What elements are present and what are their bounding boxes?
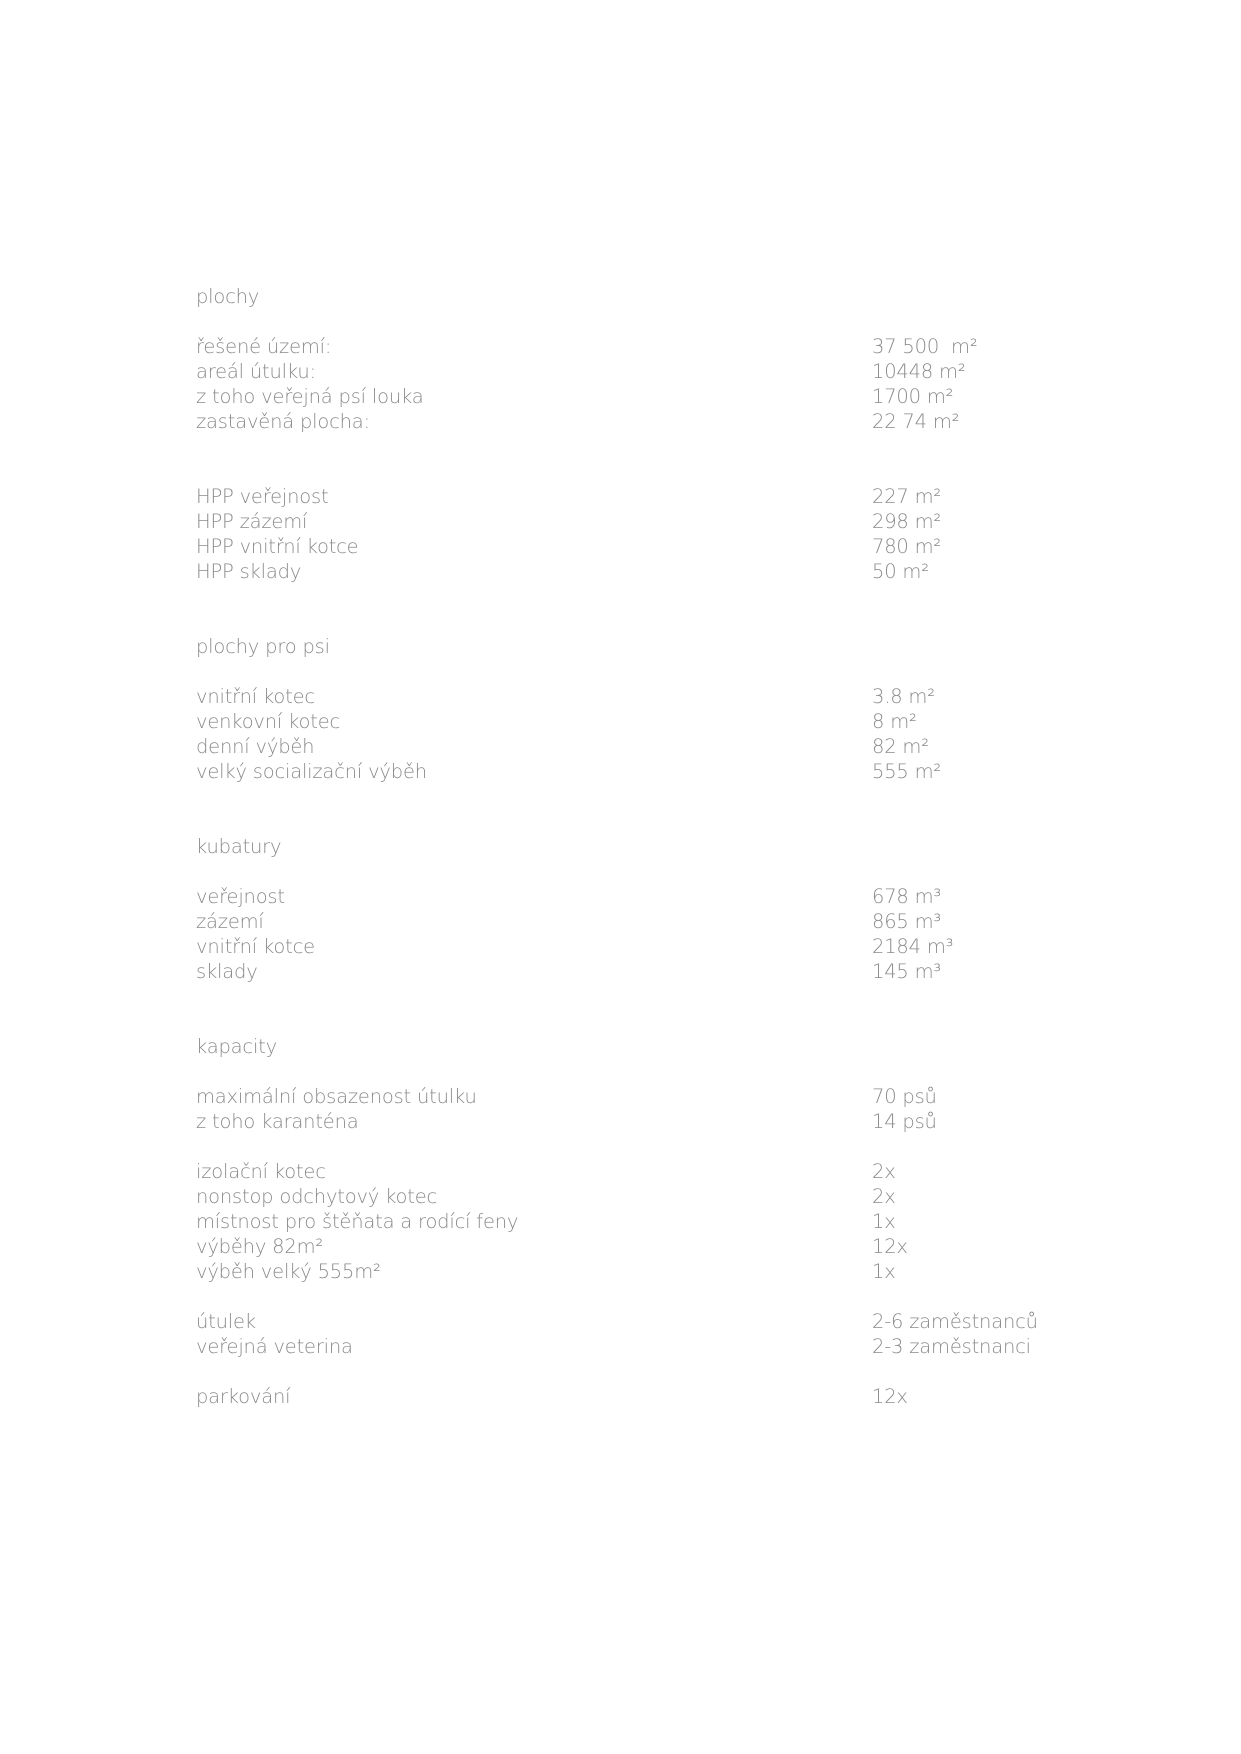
table-row <box>196 709 1076 734</box>
table-row <box>196 959 1076 984</box>
row-label: vnitřní kotec <box>196 685 315 708</box>
row-label: nonstop odchytový kotec <box>196 1185 438 1208</box>
row-label: venkovní kotec <box>196 710 341 733</box>
table-row <box>196 1159 1076 1184</box>
table-row <box>196 359 1076 384</box>
row-value: 70 psů <box>872 1085 937 1108</box>
row-value: 14 psů <box>872 1110 937 1133</box>
row-label: areál útulku: <box>196 360 316 383</box>
row-value: 555 m² <box>872 760 942 783</box>
row-label: HPP zázemí <box>196 510 308 533</box>
row-label: HPP veřejnost <box>196 485 329 508</box>
row-value: 50 m² <box>872 560 929 583</box>
section-title-plochy: plochy <box>196 285 260 308</box>
table-row <box>196 1259 1076 1284</box>
table-row <box>196 384 1076 409</box>
row-label: vnitřní kotce <box>196 935 315 958</box>
table-row <box>196 334 1076 359</box>
document-page <box>196 284 1076 1409</box>
table-row <box>196 534 1076 559</box>
row-label: zázemí <box>196 910 264 933</box>
row-value: 2-6 zaměstnanců <box>872 1310 1038 1333</box>
row-value: 2x <box>872 1160 896 1183</box>
row-label: výběh velký 555m² <box>196 1260 381 1283</box>
row-value: 2-3 zaměstnanci <box>872 1335 1031 1358</box>
table-row <box>196 909 1076 934</box>
row-value: 2184 m³ <box>872 935 954 958</box>
table-row <box>196 559 1076 584</box>
row-value: 2x <box>872 1185 896 1208</box>
row-label: veřejná veterina <box>196 1335 353 1358</box>
row-label: řešené území: <box>196 335 332 358</box>
row-value: 145 m³ <box>872 960 942 983</box>
row-value: 227 m² <box>872 485 942 508</box>
table-row <box>196 1334 1076 1359</box>
table-row <box>196 484 1076 509</box>
table-row <box>196 1384 1076 1409</box>
row-label: z toho karanténa <box>196 1110 359 1133</box>
row-value: 1700 m² <box>872 385 954 408</box>
table-row <box>196 1209 1076 1234</box>
row-label: místnost pro štěňata a rodící feny <box>196 1210 519 1233</box>
row-value: 3.8 m² <box>872 685 935 708</box>
section-title-kubatury: kubatury <box>196 835 282 858</box>
table-row <box>196 1109 1076 1134</box>
row-value: 678 m³ <box>872 885 942 908</box>
row-label: maximální obsazenost útulku <box>196 1085 477 1108</box>
row-label: HPP sklady <box>196 560 302 583</box>
row-label: izolační kotec <box>196 1160 326 1183</box>
table-row <box>196 884 1076 909</box>
table-row <box>196 734 1076 759</box>
row-value: 12x <box>872 1385 908 1408</box>
row-value: 865 m³ <box>872 910 942 933</box>
row-label: sklady <box>196 960 258 983</box>
row-value: 298 m² <box>872 510 942 533</box>
row-value: 12x <box>872 1235 908 1258</box>
row-label: útulek <box>196 1310 256 1333</box>
row-label: výběhy 82m² <box>196 1235 323 1258</box>
row-label: denní výběh <box>196 735 315 758</box>
table-row <box>196 1309 1076 1334</box>
row-label: parkování <box>196 1385 291 1408</box>
table-row <box>196 1084 1076 1109</box>
table-row <box>196 934 1076 959</box>
table-row <box>196 509 1076 534</box>
table-row <box>196 684 1076 709</box>
section-title-kapacity: kapacity <box>196 1035 277 1058</box>
table-row <box>196 409 1076 434</box>
row-value: 8 m² <box>872 710 917 733</box>
row-value: 37 500 m² <box>872 335 978 358</box>
row-value: 1x <box>872 1260 896 1283</box>
row-value: 22 74 m² <box>872 410 960 433</box>
section-title-plochy-pro-psi: plochy pro psi <box>196 635 330 658</box>
row-label: veřejnost <box>196 885 285 908</box>
row-value: 780 m² <box>872 535 942 558</box>
table-row <box>196 1234 1076 1259</box>
row-value: 82 m² <box>872 735 929 758</box>
table-row <box>196 759 1076 784</box>
row-value: 10448 m² <box>872 360 966 383</box>
row-label: z toho veřejná psí louka <box>196 385 424 408</box>
row-label: velký socializační výběh <box>196 760 427 783</box>
row-value: 1x <box>872 1210 896 1233</box>
table-row <box>196 1184 1076 1209</box>
row-label: zastavěná plocha: <box>196 410 370 433</box>
row-label: HPP vnitřní kotce <box>196 535 359 558</box>
